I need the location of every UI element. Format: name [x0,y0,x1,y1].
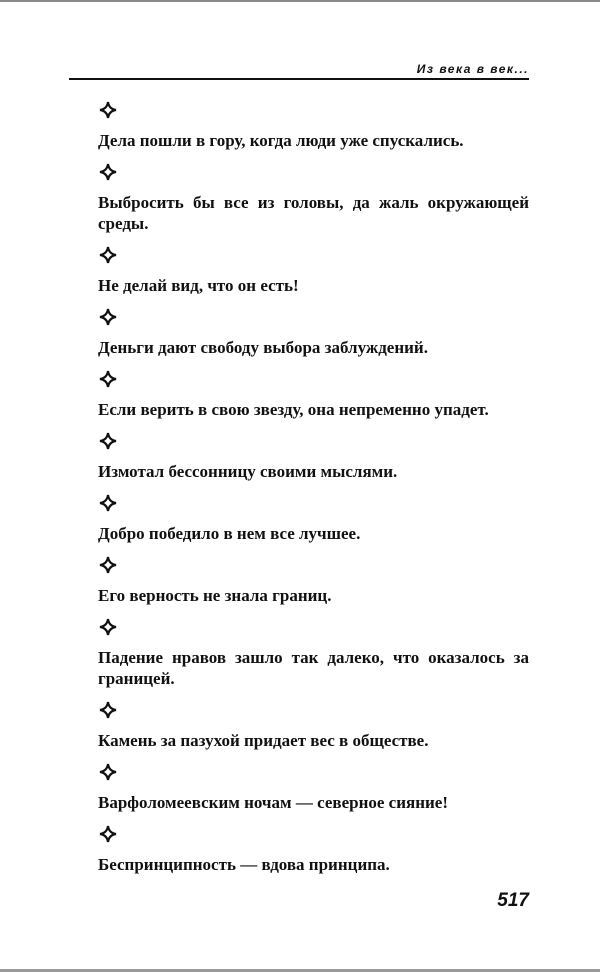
aphorism-text: Добро победило в нем все лучшее. [98,524,361,543]
four-point-star-icon [98,555,118,575]
aphorism-text: Не делай вид, что он есть! [98,276,299,295]
aphorism-text: Деньги дают свободу выбора заблуждений. [98,338,428,357]
aphorism-text: Если верить в свою звезду, она непременно упадет. [98,400,489,419]
aphorism-item [98,617,529,689]
four-point-star-icon [98,100,118,120]
aphorism-item [98,245,529,296]
aphorism-text: Падение нравов зашло так далеко, что оказалось за границей. [98,648,529,688]
aphorism-list [98,100,529,886]
four-point-star-icon [98,700,118,720]
aphorism-item [98,555,529,606]
four-point-star-icon [98,762,118,782]
four-point-star-icon [98,245,118,265]
aphorism-text: Выбросить бы все из головы, да жаль окружающей среды. [98,193,529,233]
four-point-star-icon [98,431,118,451]
aphorism-text: Дела пошли в гору, когда люди уже спускались. [98,131,464,150]
aphorism-item [98,307,529,358]
aphorism-text: Камень за пазухой придает вес в обществе. [98,731,429,750]
four-point-star-icon [98,307,118,327]
page-number: 517 [497,890,529,911]
aphorism-item [98,762,529,813]
aphorism-text: Измотал бессонницу своими мыслями. [98,462,398,481]
running-head: Из века в век... [416,62,529,76]
aphorism-item [98,824,529,875]
aphorism-item [98,431,529,482]
four-point-star-icon [98,162,118,182]
aphorism-item [98,162,529,234]
four-point-star-icon [98,493,118,513]
header-rule [69,78,529,80]
aphorism-text: Беспринципность — вдова принципа. [98,855,390,874]
aphorism-text: Его верность не знала границ. [98,586,332,605]
four-point-star-icon [98,617,118,637]
aphorism-item [98,700,529,751]
aphorism-item [98,493,529,544]
aphorism-item [98,369,529,420]
four-point-star-icon [98,824,118,844]
aphorism-item [98,100,529,151]
four-point-star-icon [98,369,118,389]
aphorism-text: Варфоломеевским ночам — северное сияние! [98,793,448,812]
page-top-edge [0,0,600,2]
